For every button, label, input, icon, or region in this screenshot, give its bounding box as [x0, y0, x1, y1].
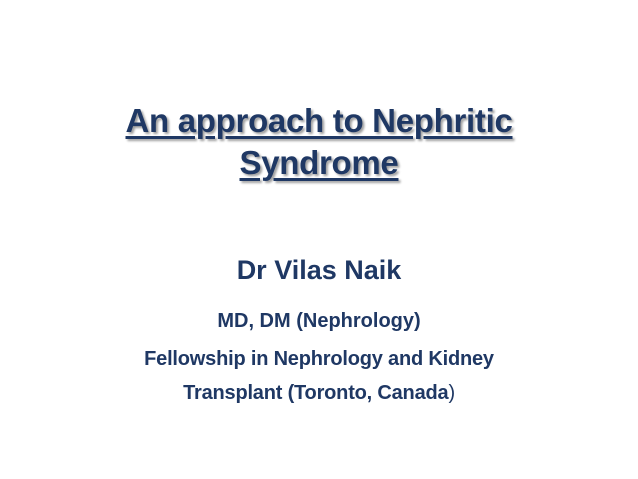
- author-degree: MD, DM (Nephrology): [217, 310, 421, 332]
- fellowship-line-2-text: Transplant (Toronto, Canada: [183, 382, 449, 404]
- slide-title: [60, 100, 578, 184]
- fellowship-line-2: [0, 376, 638, 410]
- title-line-2: Syndrome: [239, 144, 399, 181]
- title-line-1: An approach to Nephritic: [125, 102, 513, 139]
- fellowship-text: [0, 342, 638, 410]
- fellowship-line-1: Fellowship in Nephrology and Kidney: [144, 348, 494, 370]
- author-name: Dr Vilas Naik: [236, 255, 402, 285]
- fellowship-closing-paren: ): [448, 382, 455, 404]
